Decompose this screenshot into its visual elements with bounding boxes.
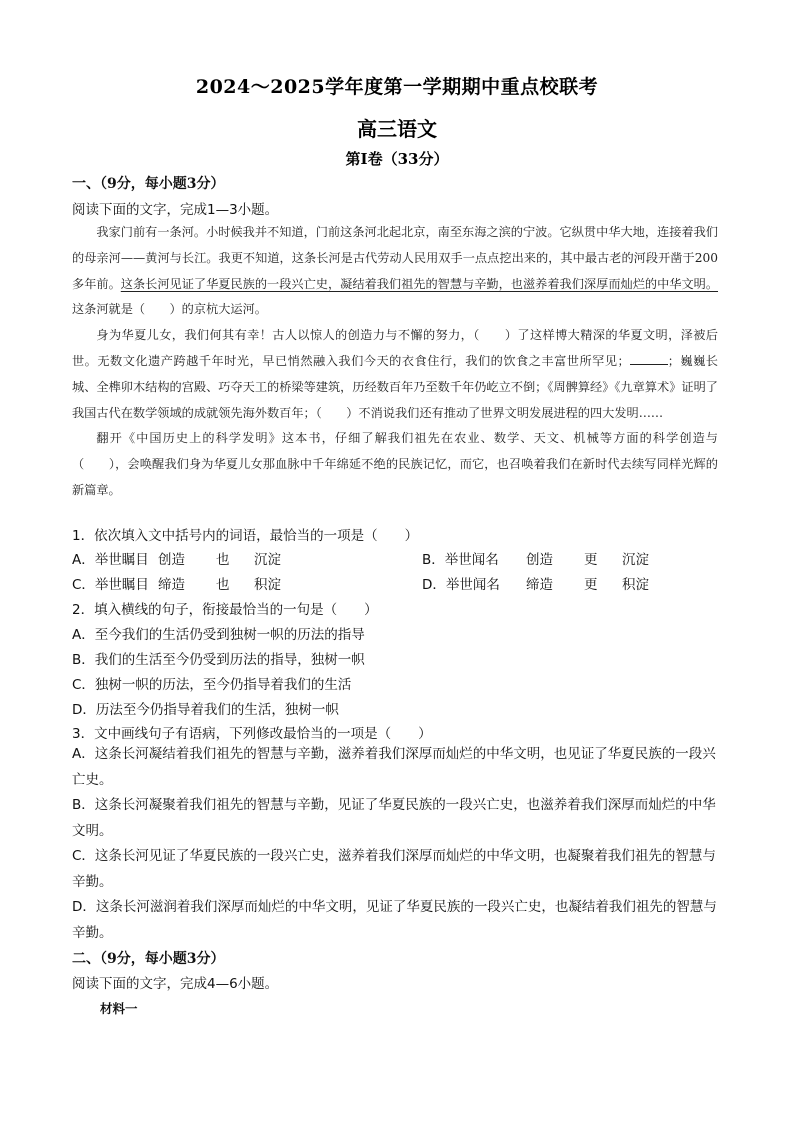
fill-blank-line <box>630 352 668 365</box>
section-2-instruction: 阅读下面的文字，完成4—6小题。 <box>72 976 279 992</box>
question-3-stem: 3．文中画线句子有语病，下列修改最恰当的一项是（ ） <box>72 726 432 742</box>
section-1-instruction: 阅读下面的文字，完成1—3小题。 <box>72 202 279 218</box>
section-1-heading: 一、（9分，每小题3分） <box>72 176 225 192</box>
q3-option-a[interactable]: A．这条长河凝结着我们祖先的智慧与辛勤，滋养着我们深厚而灿烂的中华文明，也见证了华夏民族的一段兴亡史。 <box>72 746 716 788</box>
q2-option-c[interactable]: C．独树一帜的历法，至今仍指导着我们的生活 <box>72 677 352 693</box>
q1-option-b[interactable]: B．举世闻名 创造 更 沉淀 <box>422 552 649 568</box>
passage-paragraph-1: 我家门前有一条河。小时候我并不知道，门前这条河北起北京，南至东海之滨的宁波。它纵贯中华大地，连接着我们的母亲河——黄河与长江。我更不知道，这条长河是古代劳动人民用双手一点点挖出来的，其中最古老的河段开凿于200多年前。这条长河见证了华夏民族的一段兴亡史，凝结着我们祖先的智慧与辛勤，也滋养着我们深厚而灿烂的中华文明。这条河就是（ ）的京杭大运河。 <box>72 225 719 317</box>
q3-option-b[interactable]: B．这条长河凝聚着我们祖先的智慧与辛勤，见证了华夏民族的一段兴亡史，也滋养着我们深厚而灿烂的中华文明。 <box>72 797 716 839</box>
q1-option-c[interactable]: C．举世瞩目 缔造 也 积淀 <box>72 577 281 593</box>
reading-passage <box>72 220 718 504</box>
q1-option-d[interactable]: D．举世闻名 缔造 更 积淀 <box>422 577 649 593</box>
q2-option-b[interactable]: B．我们的生活至今仍受到历法的指导，独树一帜 <box>72 652 365 668</box>
section-2-heading: 二、（9分，每小题3分） <box>72 951 225 967</box>
q2-option-d[interactable]: D．历法至今仍指导着我们的生活，独树一帜 <box>72 702 339 718</box>
underlined-sentence: 这条长河见证了华夏民族的一段兴亡史，凝结着我们祖先的智慧与辛勤，也滋养着我们深厚而灿烂的中华文明。 <box>120 276 719 291</box>
q3-option-d[interactable]: D．这条长河滋润着我们深厚而灿烂的中华文明，见证了华夏民族的一段兴亡史，也凝结着我们祖先的智慧与辛勤。 <box>72 899 717 941</box>
passage-paragraph-2: 身为华夏儿女，我们何其有幸！古人以惊人的创造力与不懈的努力，（ ）了这样博大精深的华夏文明，泽被后世。无数文化遗产跨越千年时光，早已悄然融入我们今天的衣食住行，我们的饮食之丰富世所罕见； ；巍巍长城、全榫卯木结构的宫殿、巧夺天工的桥梁等建筑，历经数百年乃至数千年仍屹立不倒；《周髀算经》《九章算术》证明了我国古代在数学领域的成就领先海外数百年；（ ）不消说我们还有推动了世界文明发展进程的四大发明…… <box>72 328 718 420</box>
subject-title: 高三语文 <box>357 117 437 141</box>
q2-option-a[interactable]: A．至今我们的生活仍受到独树一帜的历法的指导 <box>72 627 365 643</box>
volume-title: 第Ⅰ卷（33分） <box>345 150 449 168</box>
exam-title: 2024～2025学年度第一学期期中重点校联考 <box>195 76 599 98</box>
question-2-stem: 2．填入横线的句子，衔接最恰当的一句是（ ） <box>72 602 378 618</box>
question-1-stem: 1．依次填入文中括号内的词语，最恰当的一项是（ ） <box>72 528 419 544</box>
q3-option-c[interactable]: C．这条长河见证了华夏民族的一段兴亡史，滋养着我们深厚而灿烂的中华文明，也凝聚着我们祖先的智慧与辛勤。 <box>72 848 716 890</box>
passage-paragraph-3: 翻开《中国历史上的科学发明》这本书，仔细了解我们祖先在农业、数学、天文、机械等方面的科学创造与（ ），会唤醒我们身为华夏儿女那血脉中千年绵延不绝的民族记忆，而它，也召唤着我们在新时代去续写同样光辉的新篇章。 <box>72 431 718 497</box>
material-1-label: 材料一 <box>100 1001 138 1016</box>
q1-option-a[interactable]: A．举世瞩目 创造 也 沉淀 <box>72 552 281 568</box>
